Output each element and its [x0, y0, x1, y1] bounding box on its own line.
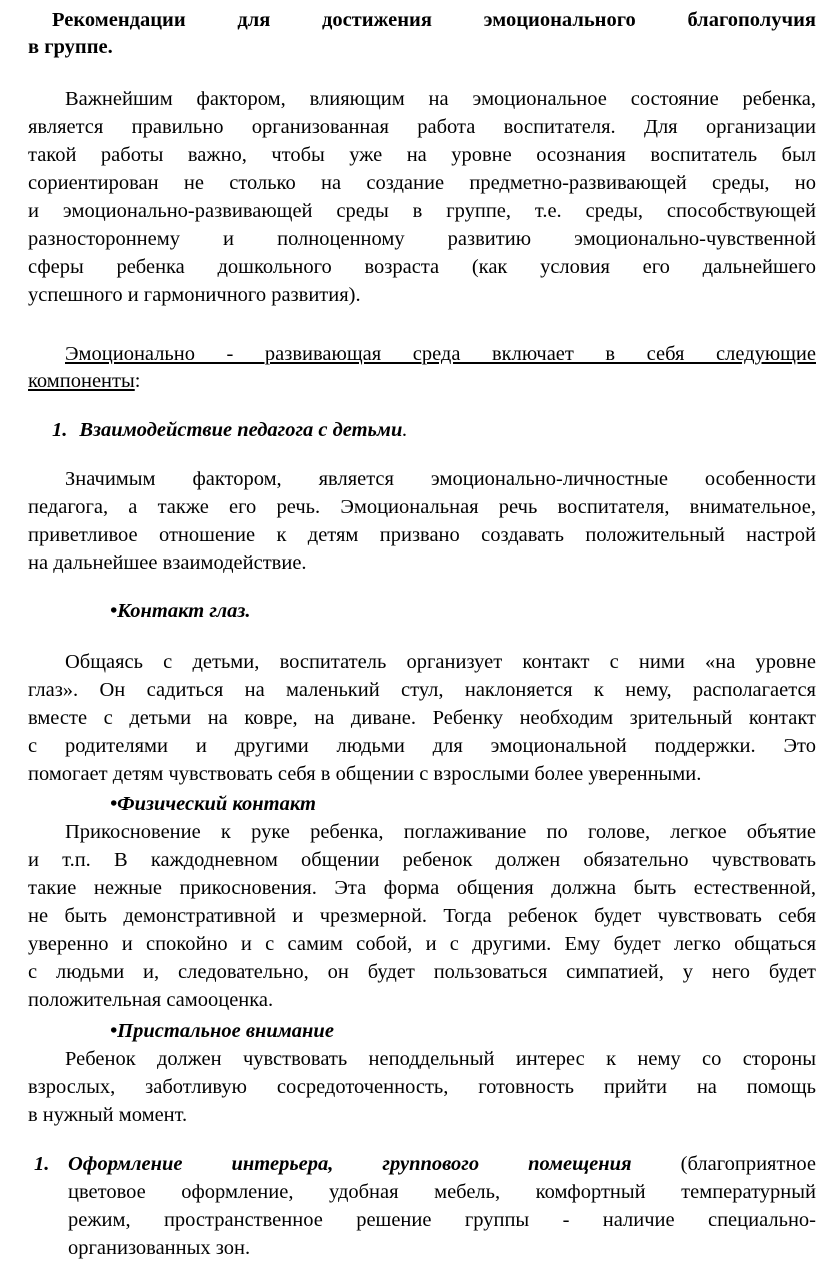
- paragraph-line: успешного и гармоничного развития).: [28, 284, 361, 306]
- section-heading: [52, 416, 816, 444]
- paragraph-line: с людьми и, следовательно, он будет пользоваться симпатией, у него будет: [28, 961, 816, 983]
- paragraph-line: с родителями и другими людьми для эмоциональной поддержки. Это: [28, 735, 816, 757]
- paragraph-line: Значимым фактором, является эмоционально-личностные особенности: [65, 468, 816, 490]
- paragraph-line: уверенно и спокойно и с самим собой, и с другими. Ему будет легко общаться: [28, 933, 816, 955]
- title-line: в группе.: [28, 36, 113, 58]
- bullet-heading: •Физический контакт: [110, 793, 316, 815]
- paragraph-line: Важнейшим фактором, влияющим на эмоциональное состояние ребенка,: [65, 88, 816, 110]
- intro-line: [28, 367, 816, 395]
- heading-dot: .: [402, 419, 408, 441]
- paragraph-line: является правильно организованная работа воспитателя. Для организации: [28, 116, 816, 138]
- paragraph-line: положительная самооценка.: [28, 989, 274, 1011]
- paragraph-line: сферы ребенка дошкольного возраста (как условия его дальнейшего: [28, 256, 816, 278]
- paragraph-line: Прикосновение к руке ребенка, поглаживание по голове, легкое объятие: [65, 821, 816, 843]
- title-line: Рекомендации для достижения эмоционального благополучия: [52, 9, 816, 31]
- paragraph-line: на дальнейшее взаимодействие.: [28, 552, 307, 574]
- paragraph-line: такой работы важно, чтобы уже на уровне осознания воспитатель был: [28, 144, 816, 166]
- paragraph-line: и т.п. В каждодневном общении ребенок должен обязательно чувствовать: [28, 849, 816, 871]
- bullet-heading: •Контакт глаз.: [110, 600, 251, 622]
- paragraph-line: вместе с детьми на ковре, на диване. Ребенку необходим зрительный контакт: [28, 707, 816, 729]
- paragraph-line: взрослых, заботливую сосредоточенность, готовность прийти на помощь: [28, 1076, 816, 1098]
- item-number: 1.: [34, 1153, 50, 1175]
- paragraph-line: и эмоционально-развивающей среды в группе, т.е. среды, способствующей: [28, 200, 816, 222]
- heading-number: 1.: [52, 419, 68, 441]
- list-item-line: организованных зон.: [68, 1237, 251, 1259]
- paragraph-line: разностороннему и полноценному развитию эмоционально-чувственной: [28, 228, 816, 250]
- paragraph-line: не быть демонстративной и чрезмерной. Тогда ребенок будет чувствовать себя: [28, 905, 816, 927]
- paragraph-line: в нужный момент.: [28, 1104, 188, 1126]
- paragraph-line: педагога, а также его речь. Эмоциональная речь воспитателя, внимательное,: [28, 496, 816, 518]
- paragraph-line: глаз». Он садиться на маленький стул, наклоняется к нему, располагается: [28, 679, 816, 701]
- item-bold-text: Оформление интерьера, группового помещения: [68, 1153, 632, 1175]
- bullet-heading: •Пристальное внимание: [110, 1020, 334, 1042]
- list-item-line: [68, 1150, 816, 1178]
- paragraph-line: помогает детям чувствовать себя в общении с взрослыми более уверенными.: [28, 763, 702, 785]
- paragraph-line: приветливое отношение к детям призвано создавать положительный настрой: [28, 524, 816, 546]
- heading-text: Взаимодействие педагога с детьми: [79, 419, 403, 441]
- intro-underlined: компоненты: [28, 370, 135, 392]
- intro-line: Эмоционально - развивающая среда включает в себя следующие: [65, 343, 816, 365]
- paragraph-line: Ребенок должен чувствовать неподдельный интерес к нему со стороны: [65, 1048, 816, 1070]
- paragraph-line: такие нежные прикосновения. Эта форма общения должна быть естественной,: [28, 877, 816, 899]
- item-rest: (благоприятное: [680, 1153, 816, 1175]
- list-item-line: режим, пространственное решение группы - наличие специально-: [68, 1209, 816, 1231]
- paragraph-line: Общаясь с детьми, воспитатель организует контакт с ними «на уровне: [65, 651, 816, 673]
- paragraph-line: сориентирован не столько на создание предметно-развивающей среды, но: [28, 172, 816, 194]
- intro-colon: :: [134, 370, 141, 392]
- list-item-line: цветовое оформление, удобная мебель, комфортный температурный: [68, 1181, 816, 1203]
